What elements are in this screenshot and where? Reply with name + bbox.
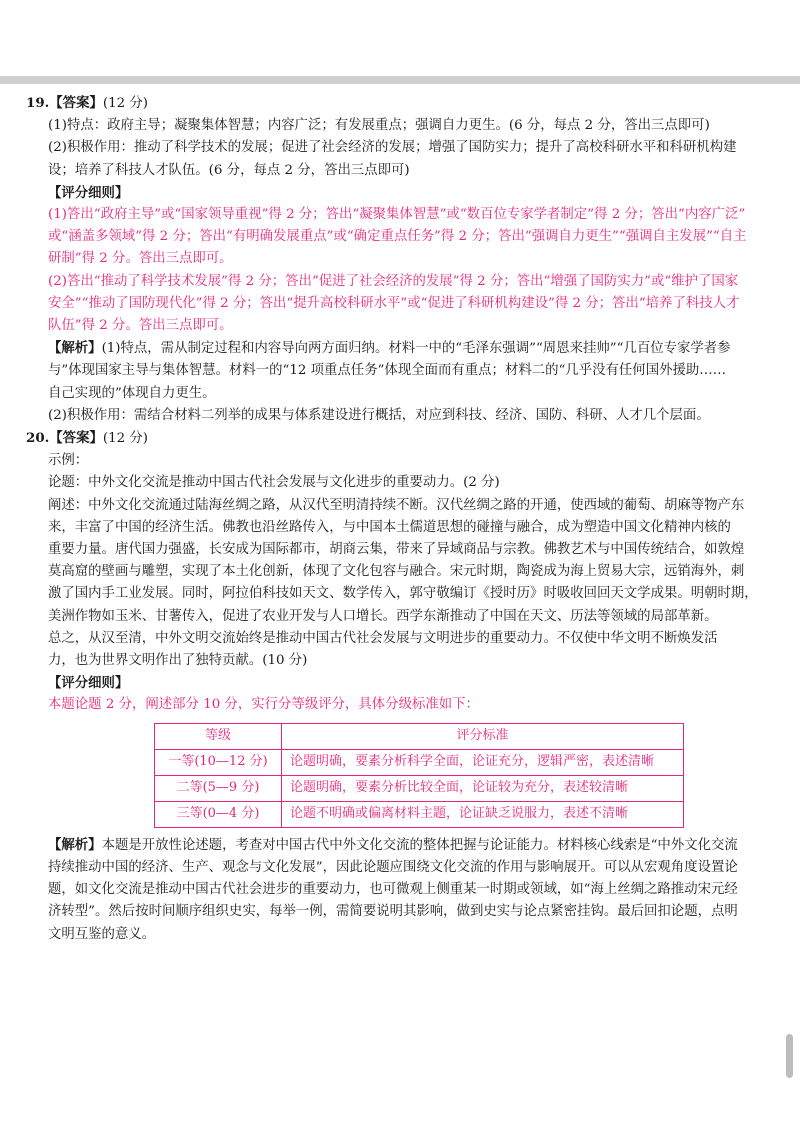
q20-body-line: 阐述：中外文化交流通过陆海丝绸之路，从汉代至明清持续不断。汉代丝绸之路的开通，使西域的葡萄、胡麻等物产东	[48, 497, 745, 513]
q19-analysis-line: 与”体现国家主导与集体智慧。材料一的“12 项重点任务”体现全面而有重点；材料二的“几乎没有任何国外援助……	[48, 363, 727, 379]
q20-body-line: 来，丰富了中国的经济生活。佛教也沿丝路传入，与中国本土儒道思想的碰撞与融合，成为塑造中国文化精神内核的	[48, 519, 731, 535]
q19-answer-line: (2)积极作用：推动了科学技术的发展；促进了社会经济的发展；增强了国防实力；提升了高校科研水平和科研机构建	[48, 140, 737, 156]
q19-detail-line: (1)答出“政府主导”或“国家领导重视”得 2 分；答出“凝聚集体智慧”或“数百位专家学者制定”得 2 分；答出“内容广泛”	[48, 207, 746, 223]
q20-analysis-line: 济转型”。然后按时间顺序组织史实，每举一例，需简要说明其影响，做到史实与论点紧密挂钩。最后回扣论题，点明	[48, 904, 738, 920]
viewer-top-area	[0, 0, 800, 76]
q19-detail-tag: 【评分细则】	[48, 184, 129, 201]
q20-header	[26, 427, 778, 450]
grading-table-header: 等级	[155, 723, 282, 749]
grade-level-cell: 二等(5—9 分)	[155, 775, 282, 801]
q20-body-line: 力，也为世界文明作出了独特贡献。(10 分)	[48, 653, 308, 669]
q20-detail-intro: 本题论题 2 分，阐述部分 10 分，实行分等级评分，具体分级标准如下：	[48, 697, 479, 713]
q20-body-line: 重要力量。唐代国力强盛，长安成为国际都市，胡商云集，带来了异域商品与宗教。佛教艺术与中国传统结合，如敦煌	[48, 542, 745, 558]
q20-analysis-tag: 【解析】	[48, 836, 102, 853]
q19-analysis-line: 【解析】(1)特点，需从制定过程和内容导向两方面归纳。材料一中的“毛泽东强调”“周恩来挂帅”“几百位专家学者参	[48, 340, 731, 357]
q19-detail-line: 或“涵盖多领域”得 2 分；答出“有明确发展重点”或“确定重点任务”得 2 分；答出“强调自力更生”“强调自主发展”“自主	[48, 229, 747, 245]
q19-answer-line: 设；培养了科技人才队伍。(6 分，每点 2 分，答出三点即可)	[48, 162, 410, 178]
q20-score: (12 分)	[102, 431, 148, 447]
q19-detail-line: 队伍”得 2 分。答出三点即可。	[48, 318, 233, 334]
q19-detail-line: 研制”得 2 分。答出三点即可。	[48, 251, 233, 267]
grade-criteria-cell: 论题明确，要素分析比较全面，论证较为充分，表述较清晰	[282, 775, 684, 801]
q19-analysis-tag: 【解析】	[48, 340, 102, 357]
q19-answer-tag: 【答案】	[49, 95, 103, 111]
table-row	[155, 801, 684, 827]
q20-analysis-line: 题，如文化交流是推动中国古代社会进步的重要动力，也可微观上侧重某一时期或领域，如“海上丝绸之路推动宋元经	[48, 882, 738, 898]
q19-header	[26, 92, 778, 115]
q20-body-line: 总之，从汉至清，中外文明交流始终是推动中国古代社会发展与文明进步的重要动力。不仅使中华文明不断焕发活	[48, 630, 718, 646]
q19-answer-line: (1)特点：政府主导；凝聚集体智慧；内容广泛；有发展重点；强调自力更生。(6 分，每点 2 分，答出三点即可)	[48, 118, 710, 134]
q20-body-line: 美洲作物如玉米、甘薯传入，促进了农业开发与人口增长。西学东渐推动了中国在天文、历法等领域的局部革新。	[48, 608, 718, 624]
q19-detail-line: (2)答出“推动了科学技术发展”得 2 分；答出“促进了社会经济的发展”得 2 分；答出“增强了国防实力”或“维护了国家	[48, 273, 739, 289]
q19-number: 19.	[26, 95, 50, 111]
grade-criteria-cell: 论题明确，要素分析科学全面，论证充分，逻辑严密，表述清晰	[282, 749, 684, 775]
grading-table-header-row	[155, 723, 684, 749]
scrollbar-thumb[interactable]	[786, 1034, 793, 1078]
q20-body-line: 激了国内手工业发展。同时，阿拉伯科技如天文、数学传入，郭守敬编订《授时历》时吸收回回天文学成果。明朝时期，	[48, 586, 758, 602]
q20-analysis-line: 持续推动中国的经济、生产、观念与文化发展”，因此论题应围绕文化交流的作用与影响展开。可以从宏观角度设置论	[48, 859, 738, 875]
q19-score: (12 分)	[102, 96, 148, 111]
q19-detail-line: 安全”“推动了国防现代化”得 2 分；答出“提升高校科研水平”或“促进了科研机构建设”得 2 分；答出“培养了科技人才	[48, 295, 740, 311]
table-row	[155, 749, 684, 775]
table-row	[155, 775, 684, 801]
q20-answer-tag: 【答案】	[49, 430, 103, 447]
answer-document	[26, 92, 778, 946]
grading-table	[154, 723, 684, 828]
q20-number: 20.	[26, 430, 50, 447]
q20-example-label: 示例：	[48, 453, 89, 469]
q20-thesis: 论题：中外文化交流是推动中国古代社会发展与文化进步的重要动力。(2 分)	[48, 475, 500, 491]
q20-detail-tag: 【评分细则】	[48, 675, 129, 692]
q20-analysis-line: 【解析】本题是开放性论述题，考查对中国古代中外文化交流的整体把握与论证能力。材料核心线索是“中外文化交流	[48, 836, 738, 853]
grade-level-cell: 三等(0—4 分)	[155, 801, 282, 827]
q20-body-line: 莫高窟的壁画与雕塑，实现了本土化创新，体现了文化包容与融合。宋元时期，陶瓷成为海上贸易大宗，远销海外，刺	[48, 564, 745, 580]
q19-analysis-line: 自己实现的”体现自力更生。	[48, 385, 216, 401]
grading-table-header: 评分标准	[282, 723, 684, 749]
q19-analysis-line: (2)积极作用：需结合材料二列举的成果与体系建设进行概括，对应到科技、经济、国防、科研、人才几个层面。	[48, 407, 710, 423]
viewer-divider	[0, 76, 800, 84]
grade-level-cell: 一等(10—12 分)	[155, 749, 282, 775]
grade-criteria-cell: 论题不明确或偏离材料主题，论证缺乏说服力，表述不清晰	[282, 801, 684, 827]
q20-analysis-line: 文明互鉴的意义。	[48, 926, 156, 942]
